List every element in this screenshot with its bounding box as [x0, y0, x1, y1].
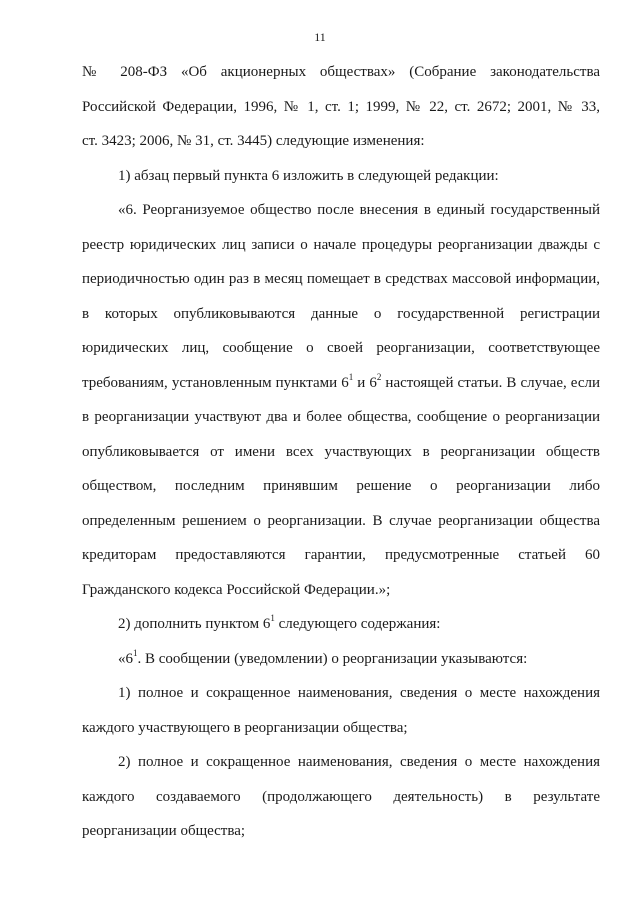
text-line: Российской Федерации, 1996, № 1, ст. 1; 1999, № 22, ст. 2672; 2001, № 33,	[82, 99, 600, 115]
text-line: ст. 3423; 2006, № 31, ст. 3445) следующие изменения:	[82, 133, 425, 149]
text-line: реестр юридических лиц записи о начале процедуры реорганизации дважды с	[82, 237, 600, 253]
superscript: 1	[348, 372, 354, 382]
text-line: обществом, последним принявшим решение о реорганизации либо	[82, 478, 600, 494]
text-line: каждого участвующего в реорганизации общества;	[82, 720, 408, 736]
text-fragment: «6	[118, 651, 133, 667]
text-line: каждого создаваемого (продолжающего деятельность) в результате	[82, 789, 600, 805]
text-line: кредиторам предоставляются гарантии, предусмотренные статьей 60	[82, 547, 600, 563]
list-item-1: 1) абзац первый пункта 6 изложить в следующей редакции:	[118, 168, 499, 184]
sub-item-1: 1) полное и сокращенное наименования, сведения о месте нахождения	[118, 685, 600, 701]
text-fragment: следующего содержания:	[274, 616, 441, 632]
text-line: Гражданского кодекса Российской Федерации.»;	[82, 582, 391, 598]
list-item-2	[118, 614, 600, 634]
text-line: реорганизации общества;	[82, 823, 246, 839]
text-line: юридических лиц, сообщение о своей реорганизации, соответствующее	[82, 340, 600, 356]
text-line: периодичностью один раз в месяц помещает в средствах массовой информации,	[82, 271, 600, 287]
text-line: № 208-ФЗ «Об акционерных обществах» (Собрание законодательства	[82, 64, 600, 80]
superscript: 1	[270, 613, 275, 623]
superscript: 2	[376, 372, 382, 382]
quote-start-line: «6. Реорганизуемое общество после внесения в единый государственный	[118, 202, 600, 218]
text-line: опубликовывается от имени всех участвующих в реорганизации обществ	[82, 444, 600, 460]
text-line: определенным решением о реорганизации. В случае реорганизации общества	[82, 513, 600, 529]
text-fragment: и 6	[353, 375, 377, 391]
page-number: 11	[314, 30, 326, 44]
text-line: в которых опубликовываются данные о государственной регистрации	[82, 306, 600, 322]
text-fragment: требованиям, установленным пунктами 6	[82, 375, 349, 391]
text-fragment: . В сообщении (уведомлении) о реорганизации указываются:	[137, 651, 528, 667]
sub-item-2: 2) полное и сокращенное наименования, сведения о месте нахождения	[118, 754, 600, 770]
quote-start-line	[118, 649, 600, 669]
text-fragment: 2) дополнить пунктом 6	[118, 616, 271, 632]
text-fragment: настоящей статьи. В случае, если	[381, 375, 600, 391]
superscript: 1	[133, 648, 138, 658]
text-line: в реорганизации участвуют два и более общества, сообщение о реорганизации	[82, 409, 600, 425]
text-line-with-superscripts	[82, 373, 600, 393]
